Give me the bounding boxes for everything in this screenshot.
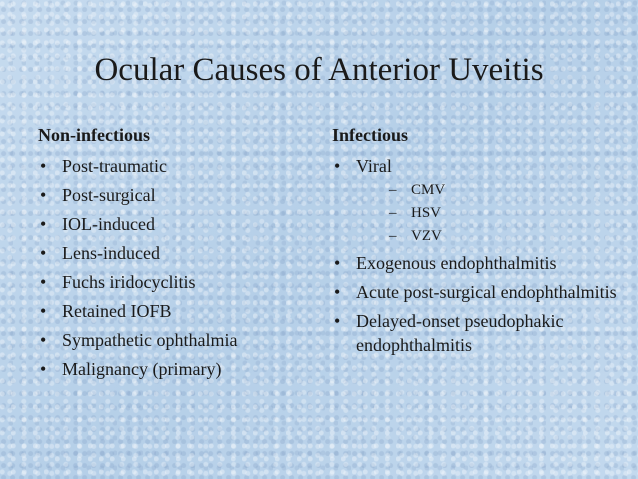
infectious-list (332, 154, 622, 357)
slide-title: Ocular Causes of Anterior Uveitis (94, 52, 544, 88)
sub-item: – HSV (356, 203, 622, 223)
sub-item: – VZV (356, 226, 622, 246)
list-item: • Post-traumatic (38, 154, 308, 178)
list-item: • Post-surgical (38, 183, 308, 207)
viral-sublist (356, 180, 622, 246)
non-infectious-list (38, 154, 308, 381)
sub-item: – CMV (356, 180, 622, 200)
non-infectious-column (38, 124, 308, 386)
list-item: • Sympathetic ophthalmia (38, 328, 308, 352)
list-item: • Exogenous endophthalmitis (332, 251, 622, 275)
list-item-label: Viral (356, 156, 392, 176)
list-item: • Retained IOFB (38, 299, 308, 323)
non-infectious-heading: Non-infectious (38, 125, 150, 145)
list-item: • IOL-induced (38, 212, 308, 236)
list-item: • Fuchs iridocyclitis (38, 270, 308, 294)
list-item: • Lens-induced (38, 241, 308, 265)
infectious-heading: Infectious (332, 125, 408, 145)
list-item: • Delayed-onset pseudophakic endophthalmitis (332, 309, 622, 357)
list-item-viral (332, 154, 622, 246)
list-item: • Acute post-surgical endophthalmitis (332, 280, 622, 304)
list-item: • Malignancy (primary) (38, 357, 308, 381)
infectious-column (332, 124, 622, 362)
